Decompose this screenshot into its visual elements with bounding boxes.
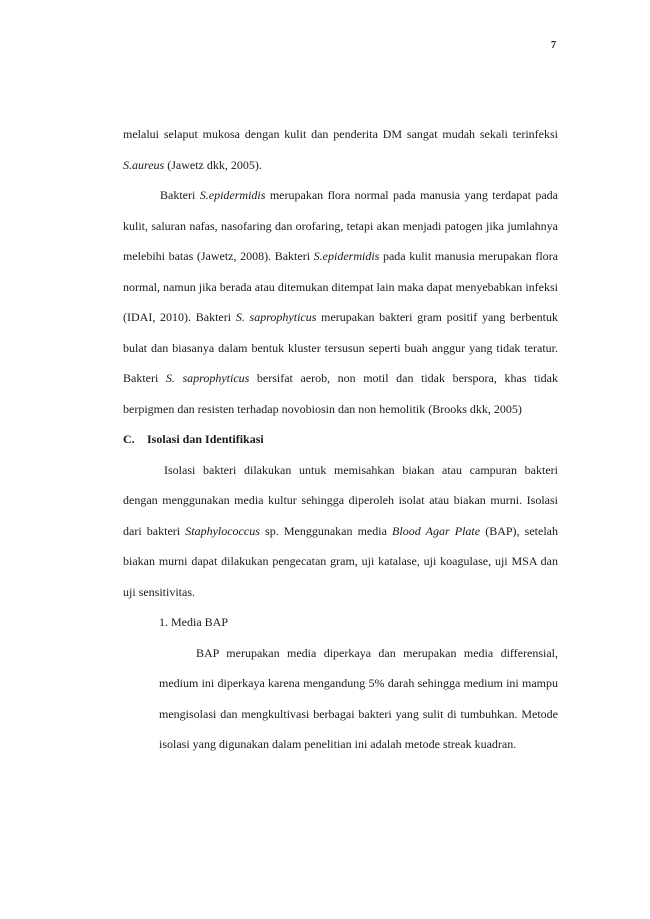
subsection-title: 1. Media BAP <box>159 615 228 629</box>
species-name: S.epidermidis <box>313 249 380 263</box>
section-title: Isolasi dan Identifikasi <box>147 432 264 446</box>
genus-name: Staphylococcus <box>185 523 260 538</box>
species-name: S.aureus <box>123 157 165 172</box>
paragraph-2: Bakteri S.epidermidis merupakan flora normal pada manusia yang terdapat pada kulit, saluran nafas, nasofaring dan orofaring, tetapi akan menjadi patogen jika jumlahnya melebihi batas (Jawetz, 2008). Bakteri S.epidermidis pada kulit manusia merupakan flora normal, namun jika berada atau ditemukan ditempat lain maka dapat menyebabkan infeksi (IDAI, 2010). Bakteri S. saprophyticus merupakan bakteri gram positif yang berbentuk bulat dan biasanya dalam bentuk kluster tersusun seperti buah anggur yang tidak teratur. Bakteri S. saprophyticus bersifat aerob, non motil dan tidak berspora, khas tidak berpigmen dan resisten terhadap novobiosin dan non hemolitik (Brooks dkk, 2005) <box>123 188 559 416</box>
species-name: S.epidermidis <box>199 188 266 202</box>
species-name: S. saprophyticus <box>235 310 317 324</box>
paragraph-3: Isolasi bakteri dilakukan untuk memisahkan biakan atau campuran bakteri dengan menggunakan media kultur sehingga diperoleh isolat atau biakan murni. Isolasi dari bakteri Staphylococcus sp. Menggunakan media Blood Agar Plate (BAP), setelah biakan murni dapat dilakukan pengecatan gram, uji katalase, uji koagulase, uji MSA dan uji sensitivitas. <box>123 462 558 599</box>
subsection-body: BAP merupakan media diperkaya dan merupakan media differensial, medium ini diperkaya karena mengandung 5% darah sehingga medium ini mampu mengisolasi dan mengkultivasi berbagai bakteri yang sulit di tumbuhkan. Metode isolasi yang digunakan dalam penelitian ini adalah metode streak kuadran. <box>159 645 558 751</box>
subsection-media-bap <box>123 607 558 760</box>
document-body <box>123 119 558 760</box>
section-letter: C. <box>123 432 135 446</box>
section-heading <box>123 424 558 455</box>
species-name: S. saprophyticus <box>165 371 250 385</box>
media-name: Blood Agar Plate <box>392 523 481 538</box>
page-number: 7 <box>551 40 556 51</box>
paragraph-1: melalui selaput mukosa dengan kulit dan penderita DM sangat mudah sekali terinfeksi S.aureus (Jawetz dkk, 2005). <box>123 127 558 172</box>
